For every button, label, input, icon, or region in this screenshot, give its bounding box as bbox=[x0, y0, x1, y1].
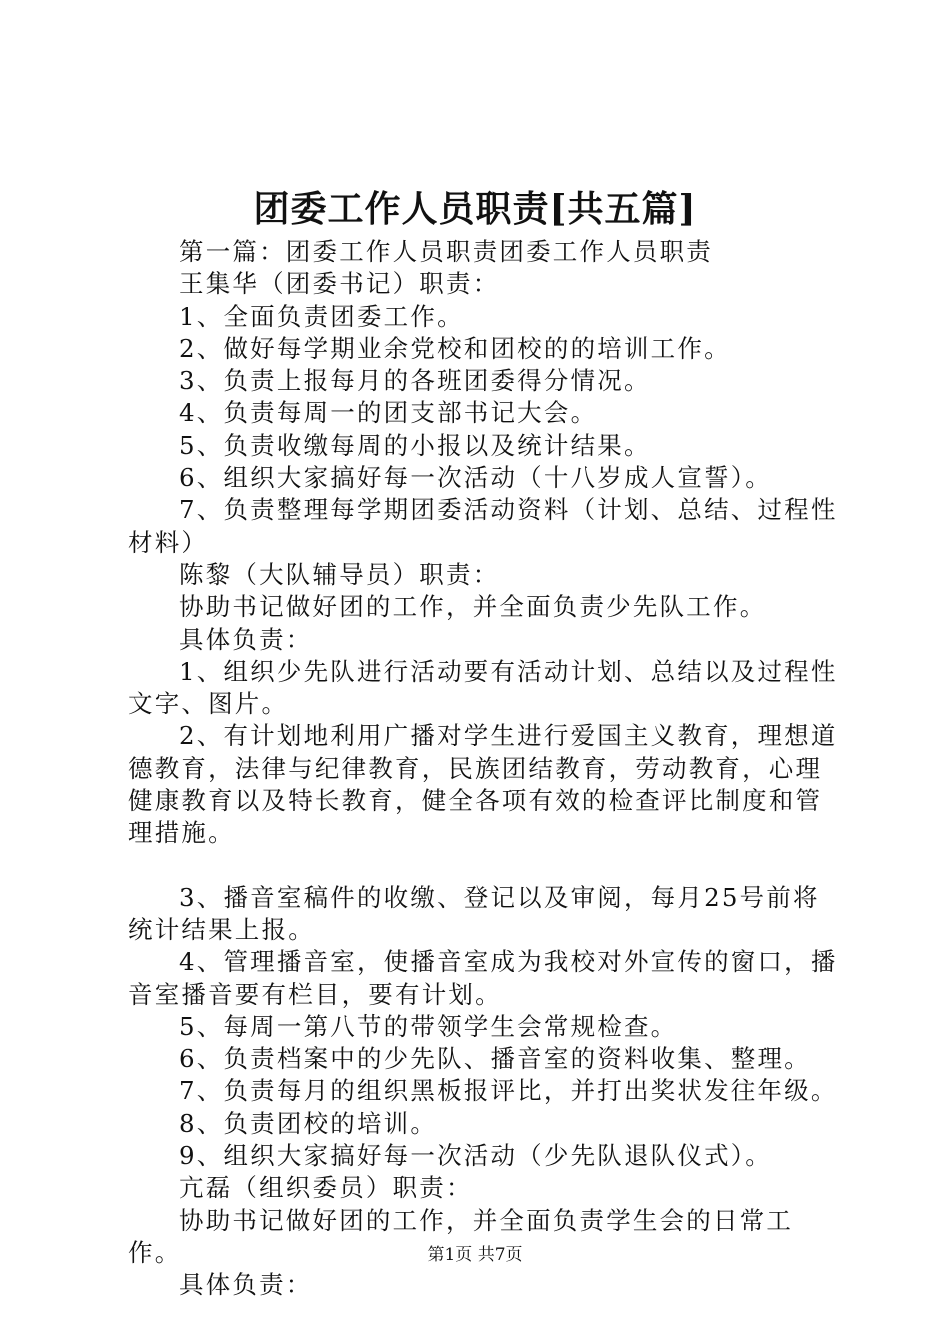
paragraph: 4、管理播音室，使播音室成为我校对外宣传的窗口，播音室播音要有栏目，要有计划。 bbox=[128, 947, 838, 1009]
paragraph: 7、负责整理每学期团委活动资料（计划、总结、过程性材料） bbox=[128, 495, 838, 557]
paragraph: 8、负责团校的培训。 bbox=[179, 1108, 438, 1138]
paragraph: 具体负责： bbox=[179, 1270, 313, 1300]
paragraph: 4、负责每周一的团支部书记大会。 bbox=[179, 398, 598, 428]
paragraph: 3、负责上报每月的各班团委得分情况。 bbox=[179, 366, 651, 396]
paragraph: 5、每周一第八节的带领学生会常规检查。 bbox=[179, 1011, 678, 1041]
blank-line bbox=[128, 850, 838, 882]
paragraph: 王集华（团委书记）职责： bbox=[179, 269, 500, 299]
paragraph: 1、全面负责团委工作。 bbox=[179, 301, 464, 331]
paragraph: 6、组织大家搞好每一次活动（十八岁成人宣誓）。 bbox=[179, 463, 772, 493]
paragraph: 亢磊（组织委员）职责： bbox=[179, 1173, 473, 1203]
paragraph: 协助书记做好团的工作，并全面负责学生会的日常工作。 bbox=[128, 1205, 794, 1267]
paragraph: 2、做好每学期业余党校和团校的的培训工作。 bbox=[179, 333, 731, 363]
page-footer: 第1页 共7页 bbox=[427, 1245, 523, 1265]
paragraph: 陈黎（大队辅导员）职责： bbox=[179, 559, 500, 589]
paragraph: 6、负责档案中的少先队、播音室的资料收集、整理。 bbox=[179, 1044, 811, 1074]
paragraph: 协助书记做好团的工作，并全面负责少先队工作。 bbox=[179, 592, 767, 622]
paragraph: 2、有计划地利用广播对学生进行爱国主义教育，理想道德教育，法律与纪律教育，民族团结教育，劳动教育，心理健康教育以及特长教育，健全各项有效的检查评比制度和管理措施。 bbox=[128, 721, 838, 848]
paragraph: 3、播音室稿件的收缴、登记以及审阅，每月25号前将统计结果上报。 bbox=[128, 882, 820, 944]
paragraph: 5、负责收缴每周的小报以及统计结果。 bbox=[179, 430, 651, 460]
paragraph: 1、组织少先队进行活动要有活动计划、总结以及过程性文字、图片。 bbox=[128, 656, 838, 719]
paragraph: 具体负责： bbox=[179, 624, 313, 654]
paragraph: 9、组织大家搞好每一次活动（少先队退队仪式）。 bbox=[179, 1141, 772, 1171]
paragraph: 第一篇：团委工作人员职责团委工作人员职责 bbox=[179, 237, 713, 266]
document-title: 团委工作人员职责[共五篇] bbox=[253, 188, 697, 230]
document-body bbox=[128, 236, 838, 1302]
paragraph: 7、负责每月的组织黑板报评比，并打出奖状发往年级。 bbox=[179, 1076, 838, 1106]
